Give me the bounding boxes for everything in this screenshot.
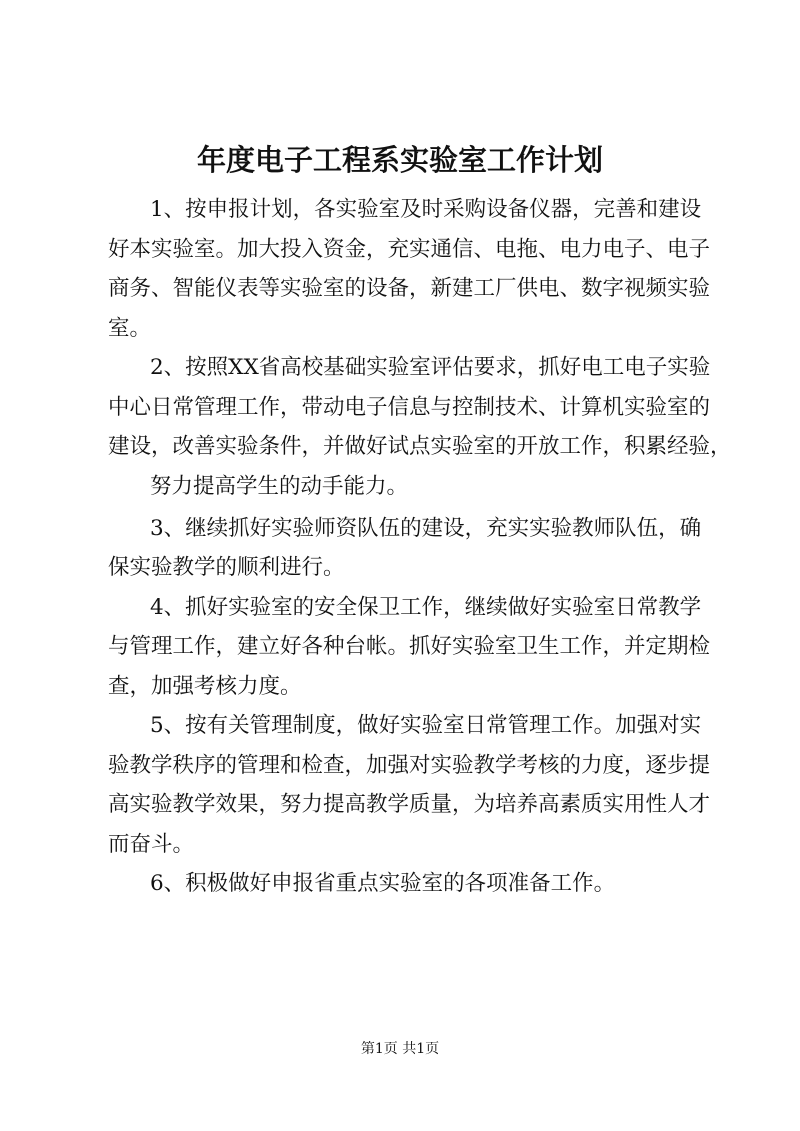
text-line: 2、按照XX省高校基础实验室评估要求，抓好电工电子实验 (150, 355, 711, 380)
text-line: 中心日常管理工作，带动电子信息与控制技术、计算机实验室的 (108, 395, 711, 420)
text-line: 验教学秩序的管理和检查，加强对实验教学考核的力度，逐步提 (108, 753, 711, 778)
document-title: 年度电子工程系实验室工作计划 (196, 143, 603, 177)
text-line: 高实验教学效果，努力提高教学质量，为培养高素质实用性人才 (108, 792, 711, 817)
text-line: 而奋斗。 (108, 832, 195, 857)
text-line: 建设，改善实验条件，并做好试点实验室的开放工作，积累经验， (108, 434, 732, 459)
page-number-footer: 第1页 共1页 (360, 1041, 440, 1057)
text-line: 查，加强考核力度。 (108, 674, 302, 699)
text-line: 努力提高学生的动手能力。 (150, 474, 409, 499)
text-line: 室。 (108, 316, 152, 341)
text-line: 6、积极做好申报省重点实验室的各项准备工作。 (150, 871, 616, 896)
text-line: 与管理工作，建立好各种台帐。抓好实验室卫生工作，并定期检 (108, 634, 711, 659)
text-line: 5、按有关管理制度，做好实验室日常管理工作。加强对实 (150, 713, 702, 738)
text-line: 保实验教学的顺利进行。 (108, 555, 345, 580)
text-line: 1、按申报计划，各实验室及时采购设备仪器，完善和建设 (150, 197, 702, 222)
text-line: 4、抓好实验室的安全保卫工作，继续做好实验室日常教学 (150, 595, 702, 620)
text-line: 商务、智能仪表等实验室的设备，新建工厂供电、数字视频实验 (108, 276, 711, 301)
text-line: 好本实验室。加大投入资金，充实通信、电拖、电力电子、电子 (108, 237, 711, 262)
text-line: 3、继续抓好实验师资队伍的建设，充实实验教师队伍，确 (150, 516, 702, 541)
